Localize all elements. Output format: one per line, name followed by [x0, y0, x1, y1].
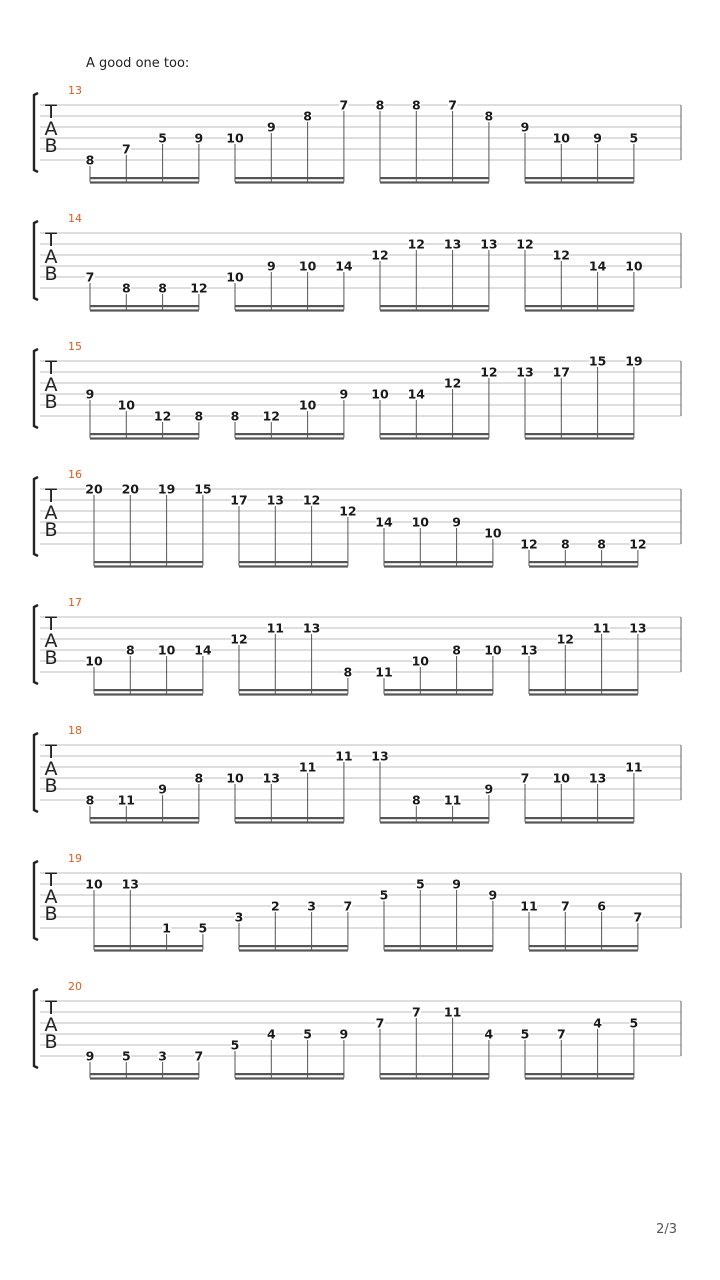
beam-secondary [235, 309, 344, 311]
fret-number: 8 [125, 642, 135, 658]
staff-bracket [34, 989, 38, 1068]
beam-primary [90, 1073, 199, 1075]
fret-number: 12 [153, 408, 172, 424]
fret-number: 12 [520, 536, 538, 552]
fret-number: 9 [85, 386, 95, 402]
fret-number: 7 [556, 1026, 566, 1042]
fret-number: 7 [339, 97, 349, 113]
tab-staff-18 [0, 723, 720, 833]
beam-primary [235, 817, 344, 819]
fret-number: 12 [552, 247, 571, 263]
fret-number: 13 [371, 748, 389, 764]
tab-clef-letter: T [45, 101, 57, 123]
page-number: 2/3 [656, 1222, 677, 1237]
staff-bracket [34, 349, 38, 428]
measure-number: 17 [68, 596, 82, 609]
fret-number: 15 [588, 353, 607, 369]
fret-number: 7 [194, 1048, 204, 1064]
beam-secondary [380, 181, 489, 183]
beam-primary [235, 305, 344, 307]
fret-number: 7 [343, 898, 353, 914]
caption: A good one too: [86, 56, 190, 71]
beam-secondary [90, 437, 199, 439]
fret-number: 10 [226, 770, 244, 786]
fret-number: 4 [266, 1026, 276, 1042]
beam-secondary [529, 949, 638, 951]
beam-secondary [380, 1077, 489, 1079]
fret-number: 8 [375, 97, 385, 113]
beam-secondary [90, 821, 199, 823]
tab-staff-19 [0, 851, 720, 961]
beam-primary [235, 177, 344, 179]
beam-secondary [235, 821, 344, 823]
beam-primary [239, 945, 348, 947]
fret-number: 8 [121, 280, 131, 296]
fret-number: 12 [190, 280, 208, 296]
measure-number: 16 [68, 468, 82, 481]
fret-number: 13 [629, 620, 647, 636]
fret-number: 9 [339, 386, 349, 402]
measure-number: 20 [68, 980, 82, 993]
measure-number: 15 [68, 340, 82, 353]
beam-primary [525, 433, 634, 435]
measure-number: 14 [68, 212, 82, 225]
fret-number: 11 [520, 898, 538, 914]
beam-primary [384, 561, 493, 563]
tab-staff-13 [0, 83, 720, 193]
fret-number: 7 [633, 909, 643, 925]
beam-secondary [90, 181, 199, 183]
beam-primary [90, 305, 199, 307]
beam-primary [235, 433, 344, 435]
fret-number: 7 [448, 97, 457, 113]
tab-staff-20 [0, 979, 720, 1089]
beam-primary [380, 433, 489, 435]
tab-clef-letter: T [45, 997, 57, 1019]
fret-number: 13 [516, 364, 534, 380]
tab-clef-letter: A [44, 886, 58, 908]
fret-number: 7 [560, 898, 570, 914]
fret-number: 14 [407, 386, 426, 402]
tab-clef-letter: A [44, 246, 58, 268]
staff-bracket [34, 221, 38, 300]
fret-number: 13 [302, 620, 321, 636]
fret-number: 9 [194, 130, 204, 146]
fret-number: 9 [488, 887, 498, 903]
fret-number: 12 [371, 247, 389, 263]
fret-number: 12 [339, 503, 357, 519]
fret-number: 8 [85, 792, 95, 808]
tab-clef-letter: A [44, 502, 58, 524]
beam-secondary [380, 821, 489, 823]
fret-number: 5 [629, 1015, 639, 1031]
fret-number: 13 [443, 236, 462, 252]
beam-secondary [384, 949, 493, 951]
tab-clef-letter: T [45, 229, 57, 251]
beam-primary [525, 1073, 634, 1075]
beam-primary [380, 1073, 489, 1075]
fret-number: 5 [158, 130, 167, 146]
fret-number: 8 [484, 108, 494, 124]
tab-clef-letter: T [45, 741, 57, 763]
fret-number: 8 [158, 280, 167, 296]
fret-number: 10 [117, 397, 136, 413]
beam-secondary [525, 181, 634, 183]
fret-number: 7 [520, 770, 530, 786]
fret-number: 5 [198, 920, 208, 936]
beam-secondary [384, 693, 493, 695]
fret-number: 10 [85, 653, 103, 669]
fret-number: 10 [298, 258, 317, 274]
fret-number: 10 [484, 525, 502, 541]
fret-number: 12 [443, 375, 462, 391]
fret-number: 5 [520, 1026, 530, 1042]
fret-number: 20 [85, 481, 103, 497]
fret-number: 3 [307, 898, 316, 914]
fret-number: 17 [552, 364, 571, 380]
fret-number: 11 [625, 759, 643, 775]
fret-number: 11 [266, 620, 285, 636]
beam-primary [529, 561, 638, 563]
fret-number: 12 [629, 536, 647, 552]
beam-secondary [235, 1077, 344, 1079]
tab-clef-letter: B [44, 775, 58, 797]
beam-primary [94, 689, 203, 691]
fret-number: 9 [266, 119, 276, 135]
fret-number: 12 [556, 631, 575, 647]
fret-number: 8 [194, 408, 204, 424]
fret-number: 3 [158, 1048, 167, 1064]
staff-bracket [34, 605, 38, 684]
beam-secondary [94, 949, 203, 951]
fret-number: 10 [298, 397, 317, 413]
fret-number: 10 [484, 642, 502, 658]
beam-primary [525, 177, 634, 179]
fret-number: 8 [194, 770, 204, 786]
fret-number: 6 [597, 898, 606, 914]
fret-number: 13 [266, 492, 285, 508]
beam-primary [239, 561, 348, 563]
tab-staff-14 [0, 211, 720, 321]
beam-secondary [525, 437, 634, 439]
beam-secondary [235, 181, 344, 183]
beam-primary [380, 177, 489, 179]
beam-secondary [525, 821, 634, 823]
beam-secondary [380, 437, 489, 439]
fret-number: 4 [484, 1026, 494, 1042]
fret-number: 20 [121, 481, 140, 497]
fret-number: 7 [375, 1015, 385, 1031]
tab-clef-letter: T [45, 357, 57, 379]
tab-clef-letter: A [44, 374, 58, 396]
fret-number: 5 [303, 1026, 312, 1042]
fret-number: 13 [520, 642, 538, 658]
fret-number: 8 [411, 97, 421, 113]
tab-clef-letter: B [44, 519, 58, 541]
fret-number: 10 [552, 130, 571, 146]
beam-secondary [239, 565, 348, 567]
fret-number: 10 [226, 130, 244, 146]
beam-secondary [380, 309, 489, 311]
fret-number: 17 [230, 492, 248, 508]
fret-number: 9 [266, 258, 276, 274]
measure-number: 19 [68, 852, 82, 865]
beam-primary [90, 177, 199, 179]
fret-number: 2 [270, 898, 280, 914]
fret-number: 13 [588, 770, 607, 786]
fret-number: 9 [85, 1048, 95, 1064]
tab-clef-letter: B [44, 903, 58, 925]
fret-number: 8 [560, 536, 570, 552]
tab-clef-letter: A [44, 630, 58, 652]
measure-number: 18 [68, 724, 82, 737]
fret-number: 10 [157, 642, 176, 658]
fret-number: 8 [85, 152, 95, 168]
beam-secondary [94, 565, 203, 567]
beam-primary [525, 817, 634, 819]
fret-number: 9 [339, 1026, 349, 1042]
beam-primary [529, 945, 638, 947]
fret-number: 11 [592, 620, 611, 636]
beam-secondary [235, 437, 344, 439]
fret-number: 14 [194, 642, 212, 658]
fret-number: 8 [230, 408, 240, 424]
fret-number: 10 [411, 514, 430, 530]
beam-secondary [239, 693, 348, 695]
fret-number: 12 [407, 236, 426, 252]
tab-clef-letter: T [45, 869, 57, 891]
beam-secondary [525, 309, 634, 311]
fret-number: 10 [226, 269, 244, 285]
fret-number: 4 [593, 1015, 602, 1031]
beam-primary [384, 945, 493, 947]
beam-primary [525, 305, 634, 307]
beam-primary [384, 689, 493, 691]
tab-clef-letter: B [44, 135, 58, 157]
fret-number: 12 [230, 631, 248, 647]
fret-number: 7 [85, 269, 95, 285]
fret-number: 7 [121, 141, 131, 157]
beam-secondary [90, 309, 199, 311]
fret-number: 5 [379, 887, 389, 903]
staff-bracket [34, 477, 38, 556]
fret-number: 13 [121, 876, 140, 892]
fret-number: 10 [85, 876, 103, 892]
fret-number: 11 [443, 792, 462, 808]
tab-staff-17 [0, 595, 720, 705]
beam-primary [529, 689, 638, 691]
beam-primary [239, 689, 348, 691]
fret-number: 11 [298, 759, 317, 775]
beam-secondary [525, 1077, 634, 1079]
fret-number: 5 [230, 1037, 240, 1053]
beam-secondary [90, 1077, 199, 1079]
fret-number: 19 [625, 353, 643, 369]
fret-number: 5 [415, 876, 425, 892]
tab-staff-16 [0, 467, 720, 577]
fret-number: 14 [335, 258, 353, 274]
tab-clef-letter: A [44, 118, 58, 140]
fret-number: 8 [303, 108, 312, 124]
beam-primary [94, 561, 203, 563]
tab-clef-letter: B [44, 1031, 58, 1053]
beam-secondary [529, 565, 638, 567]
fret-number: 8 [452, 642, 461, 658]
fret-number: 13 [480, 236, 498, 252]
beam-primary [94, 945, 203, 947]
fret-number: 5 [629, 130, 639, 146]
fret-number: 7 [411, 1004, 421, 1020]
fret-number: 10 [625, 258, 643, 274]
fret-number: 5 [121, 1048, 131, 1064]
fret-number: 12 [480, 364, 498, 380]
beam-secondary [384, 565, 493, 567]
fret-number: 13 [262, 770, 281, 786]
tab-clef-letter: B [44, 647, 58, 669]
fret-number: 11 [443, 1004, 462, 1020]
fret-number: 1 [162, 920, 171, 936]
fret-number: 12 [262, 408, 281, 424]
tab-clef-letter: T [45, 485, 57, 507]
fret-number: 11 [375, 664, 393, 680]
tab-clef-letter: B [44, 391, 58, 413]
fret-number: 10 [371, 386, 389, 402]
fret-number: 8 [411, 792, 421, 808]
staff-bracket [34, 93, 38, 172]
beam-primary [90, 433, 199, 435]
fret-number: 11 [335, 748, 353, 764]
fret-number: 3 [234, 909, 244, 925]
beam-secondary [239, 949, 348, 951]
fret-number: 9 [158, 781, 167, 797]
fret-number: 12 [516, 236, 534, 252]
staff-bracket [34, 733, 38, 812]
beam-primary [380, 305, 489, 307]
staff-bracket [34, 861, 38, 940]
fret-number: 15 [194, 481, 212, 497]
tab-clef-letter: B [44, 263, 58, 285]
fret-number: 14 [588, 258, 607, 274]
fret-number: 12 [302, 492, 321, 508]
fret-number: 9 [452, 876, 461, 892]
fret-number: 9 [593, 130, 602, 146]
beam-primary [235, 1073, 344, 1075]
beam-secondary [94, 693, 203, 695]
fret-number: 19 [157, 481, 176, 497]
beam-secondary [529, 693, 638, 695]
tab-clef-letter: A [44, 1014, 58, 1036]
beam-primary [90, 817, 199, 819]
measure-number: 13 [68, 84, 82, 97]
fret-number: 14 [375, 514, 393, 530]
beam-primary [380, 817, 489, 819]
fret-number: 9 [452, 514, 461, 530]
tab-clef-letter: A [44, 758, 58, 780]
fret-number: 9 [484, 781, 494, 797]
tab-staff-15 [0, 339, 720, 449]
fret-number: 10 [411, 653, 430, 669]
tab-clef-letter: T [45, 613, 57, 635]
fret-number: 10 [552, 770, 571, 786]
fret-number: 8 [343, 664, 353, 680]
fret-number: 11 [117, 792, 136, 808]
fret-number: 8 [597, 536, 606, 552]
fret-number: 9 [520, 119, 530, 135]
